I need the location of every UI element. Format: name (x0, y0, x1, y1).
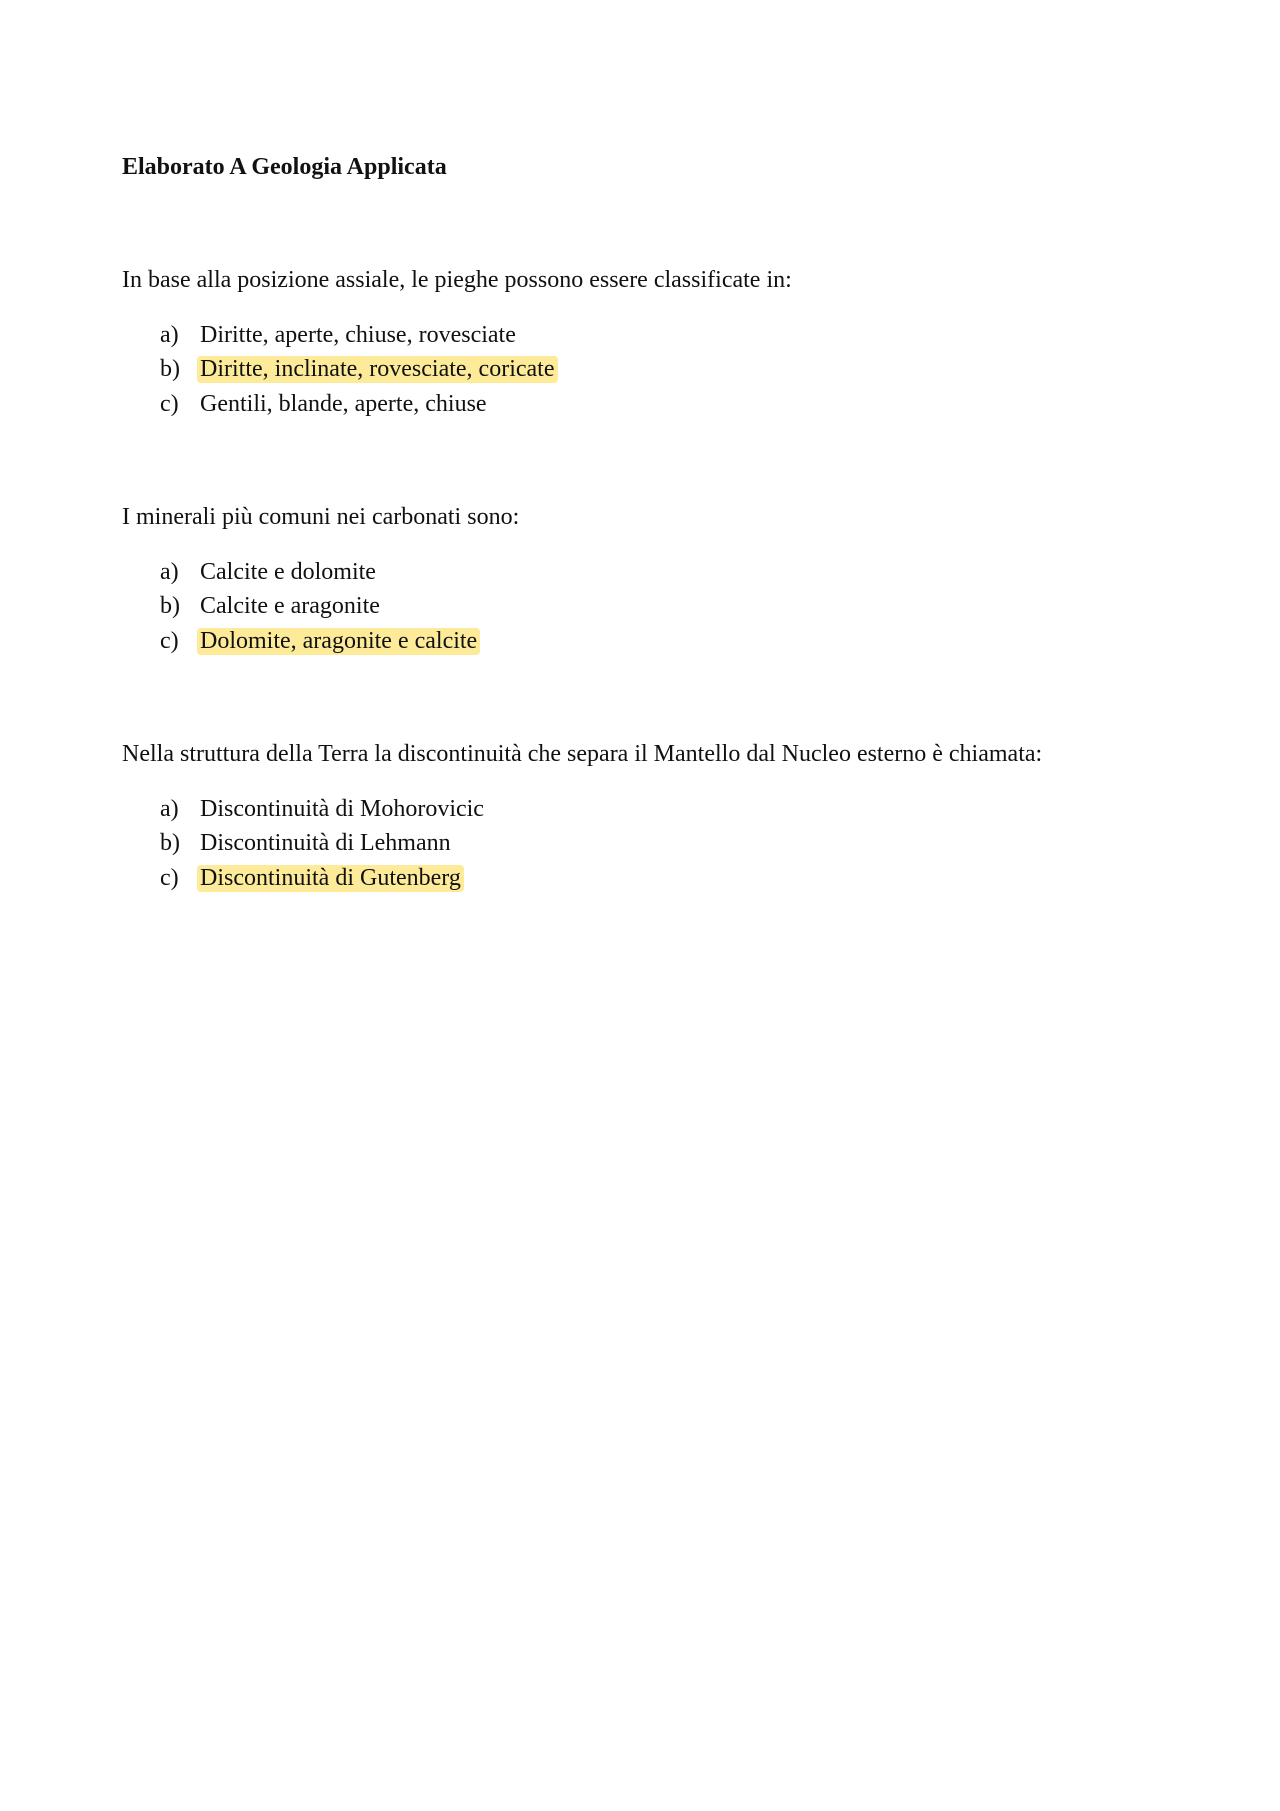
question-3-option-c (160, 861, 487, 896)
question-2-option-c (160, 624, 480, 659)
question-3-option-a (160, 792, 487, 827)
option-letter: a) (160, 795, 179, 822)
option-letter: a) (160, 321, 179, 348)
question-1-options (160, 318, 558, 422)
option-text-highlighted: Dolomite, aragonite e calcite (197, 628, 480, 655)
document-title: Elaborato A Geologia Applicata (122, 154, 447, 180)
option-text: Discontinuità di Lehmann (200, 830, 451, 857)
option-letter: c) (160, 627, 179, 654)
question-1-option-b (160, 353, 558, 388)
option-text: Discontinuità di Mohorovicic (200, 795, 484, 822)
question-1-text: In base alla posizione assiale, le pieghe possono essere classificate in: (122, 267, 792, 293)
option-letter: a) (160, 558, 179, 585)
question-2-options (160, 555, 480, 659)
option-letter: c) (160, 864, 179, 891)
option-letter: b) (160, 356, 180, 383)
question-3-text: Nella struttura della Terra la discontinuità che separa il Mantello dal Nucleo esterno è chiamata: (122, 741, 1043, 767)
option-text: Calcite e dolomite (200, 558, 376, 585)
question-2-option-b (160, 590, 480, 625)
question-1-option-c (160, 387, 558, 422)
option-text: Diritte, aperte, chiuse, rovesciate (200, 321, 516, 348)
question-3-option-b (160, 827, 487, 862)
question-1-option-a (160, 318, 558, 353)
question-2-option-a (160, 555, 480, 590)
option-text: Calcite e aragonite (200, 593, 380, 620)
option-text-highlighted: Discontinuità di Gutenberg (197, 865, 464, 892)
option-letter: b) (160, 830, 180, 857)
option-text-highlighted: Diritte, inclinate, rovesciate, coricate (197, 356, 558, 383)
question-3-options (160, 792, 487, 896)
question-2-text: I minerali più comuni nei carbonati sono: (122, 504, 520, 530)
option-letter: b) (160, 593, 180, 620)
option-text: Gentili, blande, aperte, chiuse (200, 390, 487, 417)
option-letter: c) (160, 390, 179, 417)
